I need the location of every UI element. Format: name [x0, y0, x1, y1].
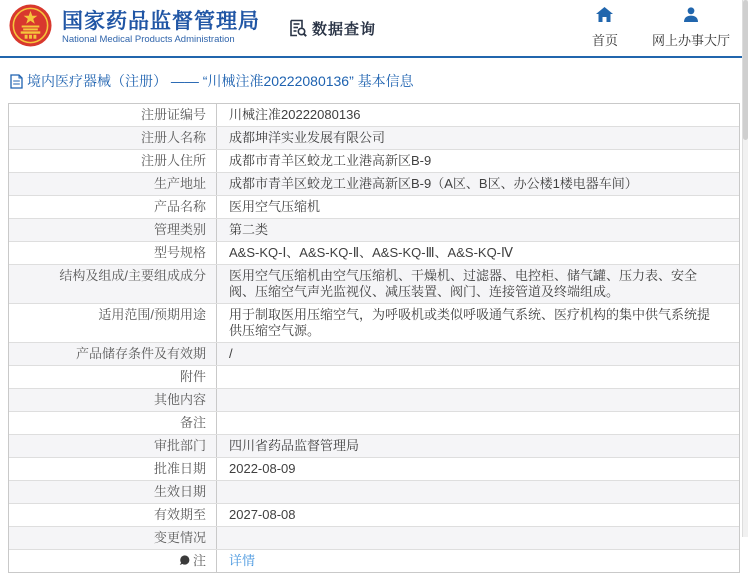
table-row [9, 173, 739, 196]
row-label: 注册证编号 [9, 104, 217, 126]
row-label: 审批部门 [9, 435, 217, 457]
row-label: 管理类别 [9, 219, 217, 241]
row-value [217, 366, 739, 388]
home-icon [596, 7, 613, 27]
row-value: 第二类 [229, 222, 269, 237]
row-label: 型号规格 [9, 242, 217, 264]
nmpa-logo[interactable] [8, 3, 260, 53]
row-value: / [229, 346, 233, 361]
row-label: 结构及组成/主要组成成分 [9, 265, 217, 303]
table-row [9, 343, 739, 366]
row-value: 2027-08-08 [229, 507, 296, 522]
registration-info-table [8, 103, 740, 573]
table-row [9, 242, 739, 265]
site-title: 国家药品监督管理局 [62, 10, 260, 33]
site-header [0, 0, 748, 58]
table-row [9, 389, 739, 412]
data-query-label: 数据查询 [312, 20, 377, 38]
table-row [9, 435, 739, 458]
nav-item-home[interactable] [592, 7, 618, 49]
row-value: 医用空气压缩机 [229, 199, 321, 214]
row-label: 备注 [9, 412, 217, 434]
row-value: 四川省药品监督管理局 [229, 438, 360, 453]
document-icon [10, 74, 23, 89]
row-value: 成都市青羊区蛟龙工业港高新区B-9（A区、B区、办公楼1楼电器车间） [229, 176, 638, 191]
comment-icon [179, 555, 190, 566]
table-row [9, 481, 739, 504]
table-row [9, 127, 739, 150]
breadcrumb [10, 71, 738, 91]
row-label: 批准日期 [9, 458, 217, 480]
person-icon [683, 7, 699, 27]
data-query-nav[interactable] [288, 18, 376, 39]
row-value: 成都坤洋实业发展有限公司 [229, 130, 386, 145]
row-label: 注册人住所 [9, 150, 217, 172]
table-row [9, 304, 739, 343]
table-row [9, 458, 739, 481]
row-label: 注册人名称 [9, 127, 217, 149]
table-row [9, 104, 739, 127]
details-link[interactable]: 详情 [229, 553, 256, 568]
header-nav [592, 7, 738, 49]
row-value: 用于制取医用压缩空气，为呼吸机或类似呼吸通气系统、医疗机构的集中供气系统提供压缩空气源。 [229, 307, 711, 338]
page-title: 境内医疗器械（注册） —— “川械注准20222080136” 基本信息 [27, 73, 414, 89]
row-value [217, 481, 739, 503]
row-label: 产品名称 [9, 196, 217, 218]
row-value [217, 550, 739, 572]
row-value: A&S-KQ-Ⅰ、A&S-KQ-Ⅱ、A&S-KQ-Ⅲ、A&S-KQ-Ⅳ [229, 245, 514, 260]
site-subtitle: National Medical Products Administration [62, 34, 235, 45]
logo-text [62, 10, 260, 46]
document-search-icon [288, 18, 308, 38]
table-row [9, 265, 739, 304]
row-value [217, 527, 739, 549]
row-label: 有效期至 [9, 504, 217, 526]
nav-item-service-hall[interactable] [652, 7, 730, 49]
row-value: 2022-08-09 [229, 461, 296, 476]
table-row [9, 150, 739, 173]
row-label: 生产地址 [9, 173, 217, 195]
row-value [217, 389, 739, 411]
row-label: 生效日期 [9, 481, 217, 503]
table-row [9, 504, 739, 527]
row-label: 注 [9, 550, 217, 572]
row-value [217, 412, 739, 434]
table-row [9, 219, 739, 242]
vertical-scrollbar[interactable] [742, 0, 748, 537]
row-value: 医用空气压缩机由空气压缩机、干燥机、过滤器、电控柜、储气罐、压力表、安全阀、压缩空气声光监视仪、减压装置、阀门、连接管道及终端组成。 [229, 268, 698, 299]
national-emblem-icon [8, 3, 53, 53]
row-label: 变更情况 [9, 527, 217, 549]
nav-service-hall-label: 网上办事大厅 [651, 33, 730, 48]
table-row [9, 196, 739, 219]
row-label: 附件 [9, 366, 217, 388]
nav-home-label: 首页 [591, 33, 618, 48]
table-row-note [9, 550, 739, 572]
row-value: 成都市青羊区蛟龙工业港高新区B-9 [229, 153, 432, 168]
table-row [9, 366, 739, 389]
row-value: 川械注准20222080136 [229, 107, 361, 122]
table-row [9, 412, 739, 435]
table-row [9, 527, 739, 550]
row-label: 其他内容 [9, 389, 217, 411]
row-label: 适用范围/预期用途 [9, 304, 217, 342]
scrollbar-thumb[interactable] [743, 0, 748, 140]
breadcrumb-bar [0, 58, 748, 101]
row-label: 产品储存条件及有效期 [9, 343, 217, 365]
